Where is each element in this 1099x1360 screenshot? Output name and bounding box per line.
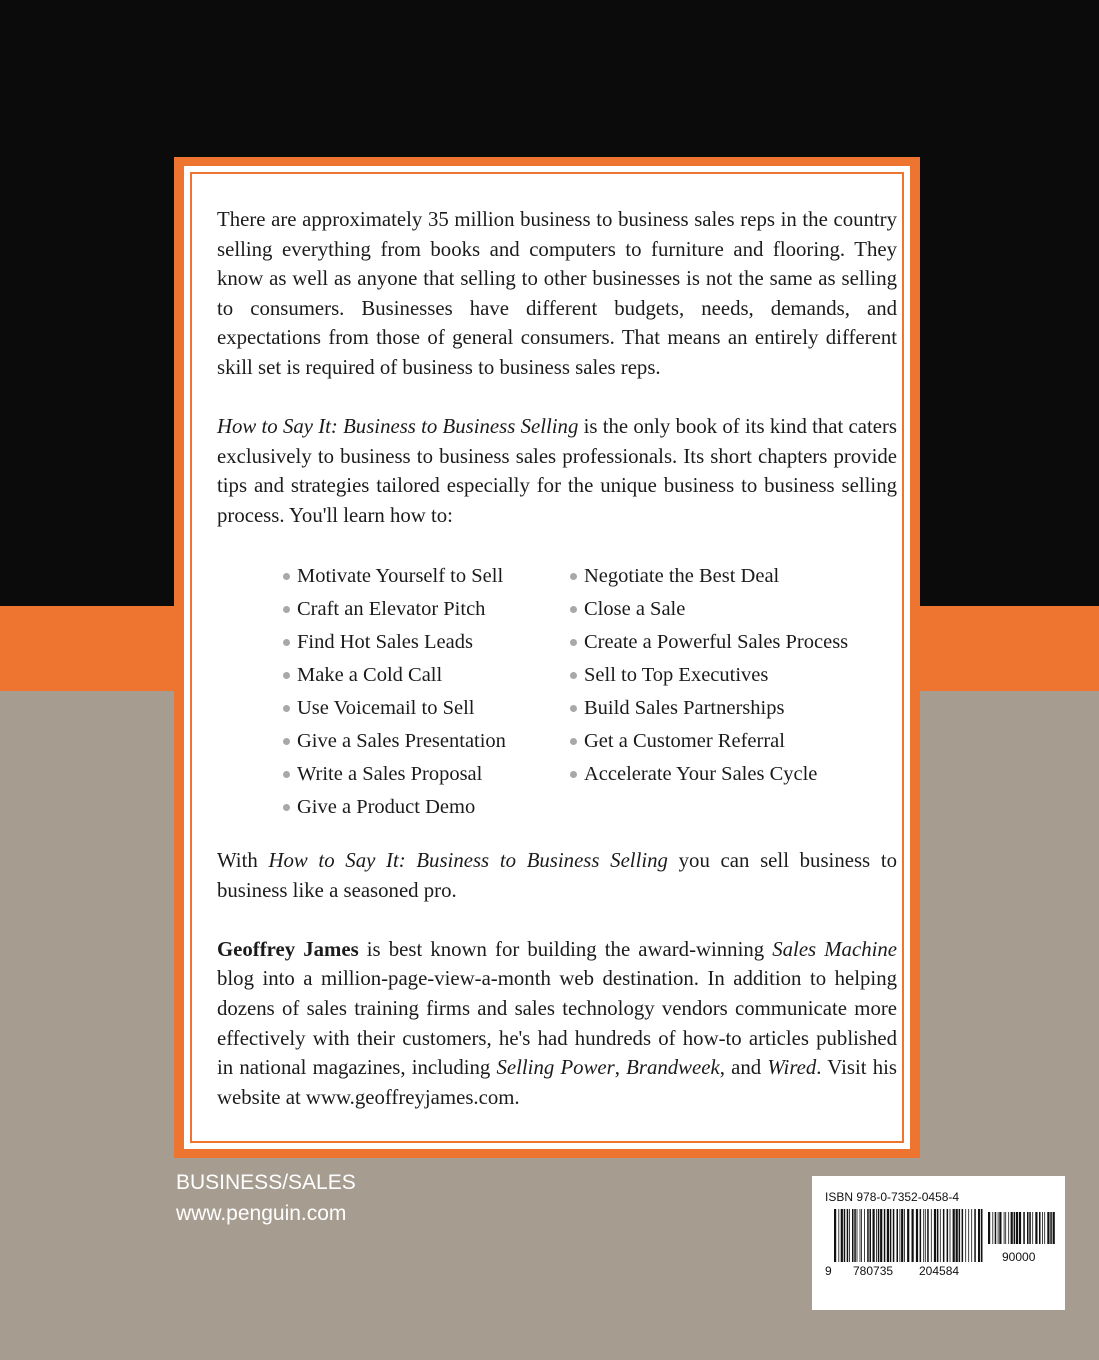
isbn-label: ISBN 978-0-7352-0458-4 bbox=[825, 1190, 960, 1204]
barcode-bar bbox=[844, 1209, 846, 1262]
barcode-bar bbox=[1016, 1212, 1018, 1244]
closing-paragraph: With How to Say It: Business to Business Selling you can sell business to business like a seasoned pro. bbox=[217, 849, 898, 902]
bullet-icon bbox=[570, 639, 577, 646]
bullet-icon bbox=[283, 672, 290, 679]
list-item: Give a Product Demo bbox=[283, 791, 583, 824]
barcode-bar bbox=[995, 1212, 997, 1244]
barcode-bar bbox=[1039, 1212, 1041, 1244]
barcode-bar bbox=[940, 1209, 941, 1262]
barcode-bar bbox=[1023, 1212, 1025, 1244]
barcode-bar bbox=[1014, 1212, 1016, 1244]
bullet-icon bbox=[570, 573, 577, 580]
publisher-url: www.penguin.com bbox=[176, 1202, 347, 1225]
book-title: How to Say It: Business to Business Selling bbox=[217, 415, 579, 439]
barcode-bar bbox=[884, 1209, 886, 1262]
barcode-digit-group: 780735 bbox=[853, 1264, 894, 1278]
magazine-name: Wired bbox=[767, 1056, 817, 1080]
list-item: Write a Sales Proposal bbox=[283, 758, 583, 791]
list-item: Craft an Elevator Pitch bbox=[283, 593, 583, 626]
bullet-icon bbox=[570, 771, 577, 778]
barcode-bar bbox=[934, 1209, 936, 1262]
barcode-bar bbox=[927, 1209, 929, 1262]
barcode-bar bbox=[1044, 1212, 1045, 1244]
barcode-bar bbox=[847, 1209, 849, 1262]
barcode-bar bbox=[999, 1212, 1001, 1244]
list-item: Get a Customer Referral bbox=[570, 725, 870, 758]
barcode-bar bbox=[1050, 1212, 1052, 1244]
barcode-bar bbox=[860, 1209, 861, 1262]
barcode-icon bbox=[834, 1209, 984, 1262]
list-item: Build Sales Partnerships bbox=[570, 692, 870, 725]
barcode-bar bbox=[943, 1209, 945, 1262]
barcode-bar bbox=[1005, 1212, 1006, 1244]
barcode-bar bbox=[956, 1209, 958, 1262]
author-name: Geoffrey James bbox=[217, 937, 359, 961]
barcode-bar bbox=[974, 1209, 976, 1262]
barcode-bar bbox=[852, 1209, 854, 1262]
barcode-addon-icon bbox=[988, 1212, 1055, 1244]
skills-list-left bbox=[283, 560, 583, 824]
barcode-bar bbox=[937, 1209, 939, 1262]
book-title: How to Say It: Business to Business Selling bbox=[268, 849, 668, 872]
barcode-bar bbox=[849, 1209, 850, 1262]
bullet-icon bbox=[283, 771, 290, 778]
barcode-bar bbox=[873, 1209, 875, 1262]
barcode-addon-digits: 90000 bbox=[1002, 1250, 1036, 1264]
skills-list-right bbox=[570, 560, 870, 791]
category-label: BUSINESS/SALES bbox=[176, 1171, 356, 1194]
barcode-bar bbox=[901, 1209, 903, 1262]
description-paragraph: There are approximately 35 million business to business sales reps in the country selling everything from books and computers to furniture and flooring. They know as well as anyone that selling to other businesses is not the same as selling to consumers. Businesses have different budgets, needs, demands, and expectations from those of general consumers. That means an entirely different skill set is required of business to business sales reps. bbox=[217, 208, 897, 379]
barcode-bar bbox=[998, 1212, 999, 1244]
barcode-bar bbox=[1029, 1212, 1031, 1244]
barcode-bar bbox=[907, 1209, 909, 1262]
barcode-bar bbox=[887, 1209, 889, 1262]
barcode-bar bbox=[1011, 1212, 1013, 1244]
barcode-bar bbox=[904, 1209, 905, 1262]
barcode-bar bbox=[925, 1209, 926, 1262]
barcode-bar bbox=[857, 1209, 858, 1262]
barcode-bar bbox=[867, 1209, 869, 1262]
bullet-icon bbox=[283, 573, 290, 580]
barcode-bar bbox=[1027, 1212, 1029, 1244]
barcode-digit-group: 204584 bbox=[919, 1264, 960, 1278]
barcode-bar bbox=[893, 1209, 895, 1262]
barcode-bar bbox=[912, 1209, 914, 1262]
bullet-icon bbox=[570, 705, 577, 712]
description-panel-frame bbox=[174, 157, 920, 1158]
barcode-digit: 9 bbox=[825, 1264, 832, 1278]
bullet-icon bbox=[570, 606, 577, 613]
list-item: Give a Sales Presentation bbox=[283, 725, 583, 758]
bullet-icon bbox=[283, 639, 290, 646]
barcode-bar bbox=[965, 1209, 966, 1262]
magazine-name: Selling Power bbox=[496, 1056, 615, 1080]
barcode-bar bbox=[878, 1209, 880, 1262]
author-bio: Geoffrey James is best known for building the award-winning Sales Machine blog into a million-page-view-a-month web destination. In addition to helping dozens of sales training firms and sales technology vendors communicate more effectively with their customers, he's had hundreds of how-to articles published in national magazines, including Selling Power, Brandweek, and Wired. Visit his website at www.geoffreyjames.com. bbox=[217, 937, 897, 1109]
list-item: Negotiate the Best Deal bbox=[570, 560, 870, 593]
list-item: Create a Powerful Sales Process bbox=[570, 626, 870, 659]
barcode-bar bbox=[1047, 1212, 1049, 1244]
description-panel bbox=[184, 166, 910, 1149]
barcode-bar bbox=[1004, 1212, 1005, 1244]
list-item: Use Voicemail to Sell bbox=[283, 692, 583, 725]
barcode-bar bbox=[897, 1209, 899, 1262]
list-item: Accelerate Your Sales Cycle bbox=[570, 758, 870, 791]
barcode-bar bbox=[971, 1209, 972, 1262]
isbn-barcode-box bbox=[812, 1176, 1065, 1310]
barcode-bar bbox=[834, 1209, 836, 1262]
intro-text: is the only book of its kind that caters exclusively to business to business sales professionals. Its short chapters provide tips and strategies tailored especially for the unique business to business selling process. You'll learn how to: bbox=[217, 415, 897, 527]
barcode-bar bbox=[1042, 1212, 1043, 1244]
bullet-icon bbox=[283, 606, 290, 613]
barcode-bar bbox=[880, 1209, 882, 1262]
description-copy bbox=[217, 205, 897, 531]
barcode-bar bbox=[988, 1212, 990, 1244]
barcode-bar bbox=[900, 1209, 901, 1262]
list-item: Find Hot Sales Leads bbox=[283, 626, 583, 659]
bullet-icon bbox=[570, 738, 577, 745]
barcode-bar bbox=[992, 1212, 993, 1244]
barcode-bar bbox=[920, 1209, 922, 1262]
barcode-bar bbox=[870, 1209, 872, 1262]
barcode-bar bbox=[854, 1209, 856, 1262]
barcode-bar bbox=[916, 1209, 918, 1262]
barcode-bar bbox=[931, 1209, 932, 1262]
barcode-bar bbox=[947, 1209, 949, 1262]
barcode-bar bbox=[953, 1209, 955, 1262]
list-item: Make a Cold Call bbox=[283, 659, 583, 692]
bullet-icon bbox=[283, 738, 290, 745]
intro-paragraph bbox=[217, 412, 897, 530]
barcode-bar bbox=[1053, 1212, 1055, 1244]
barcode-bar bbox=[962, 1209, 964, 1262]
barcode-bar bbox=[923, 1209, 924, 1262]
barcode-bar bbox=[1008, 1212, 1009, 1244]
barcode-bar bbox=[876, 1209, 877, 1262]
barcode-bar bbox=[981, 1209, 983, 1262]
barcode-bar bbox=[978, 1209, 980, 1262]
list-item: Sell to Top Executives bbox=[570, 659, 870, 692]
barcode-bar bbox=[1032, 1212, 1033, 1244]
barcode-bar bbox=[959, 1209, 961, 1262]
list-item: Motivate Yourself to Sell bbox=[283, 560, 583, 593]
bullet-icon bbox=[283, 804, 290, 811]
bullet-icon bbox=[283, 705, 290, 712]
barcode-bar bbox=[864, 1209, 865, 1262]
blog-name: Sales Machine bbox=[772, 937, 897, 961]
barcode-bar bbox=[841, 1209, 843, 1262]
barcode-bar bbox=[950, 1209, 951, 1262]
magazine-name: Brandweek bbox=[626, 1056, 720, 1080]
bullet-icon bbox=[570, 672, 577, 679]
barcode-bar bbox=[890, 1209, 892, 1262]
barcode-bar bbox=[1019, 1212, 1021, 1244]
barcode-bar bbox=[968, 1209, 969, 1262]
closing-copy bbox=[217, 846, 897, 1112]
list-item: Close a Sale bbox=[570, 593, 870, 626]
barcode-bar bbox=[861, 1209, 862, 1262]
barcode-bar bbox=[1035, 1212, 1037, 1244]
barcode-bar bbox=[838, 1209, 839, 1262]
